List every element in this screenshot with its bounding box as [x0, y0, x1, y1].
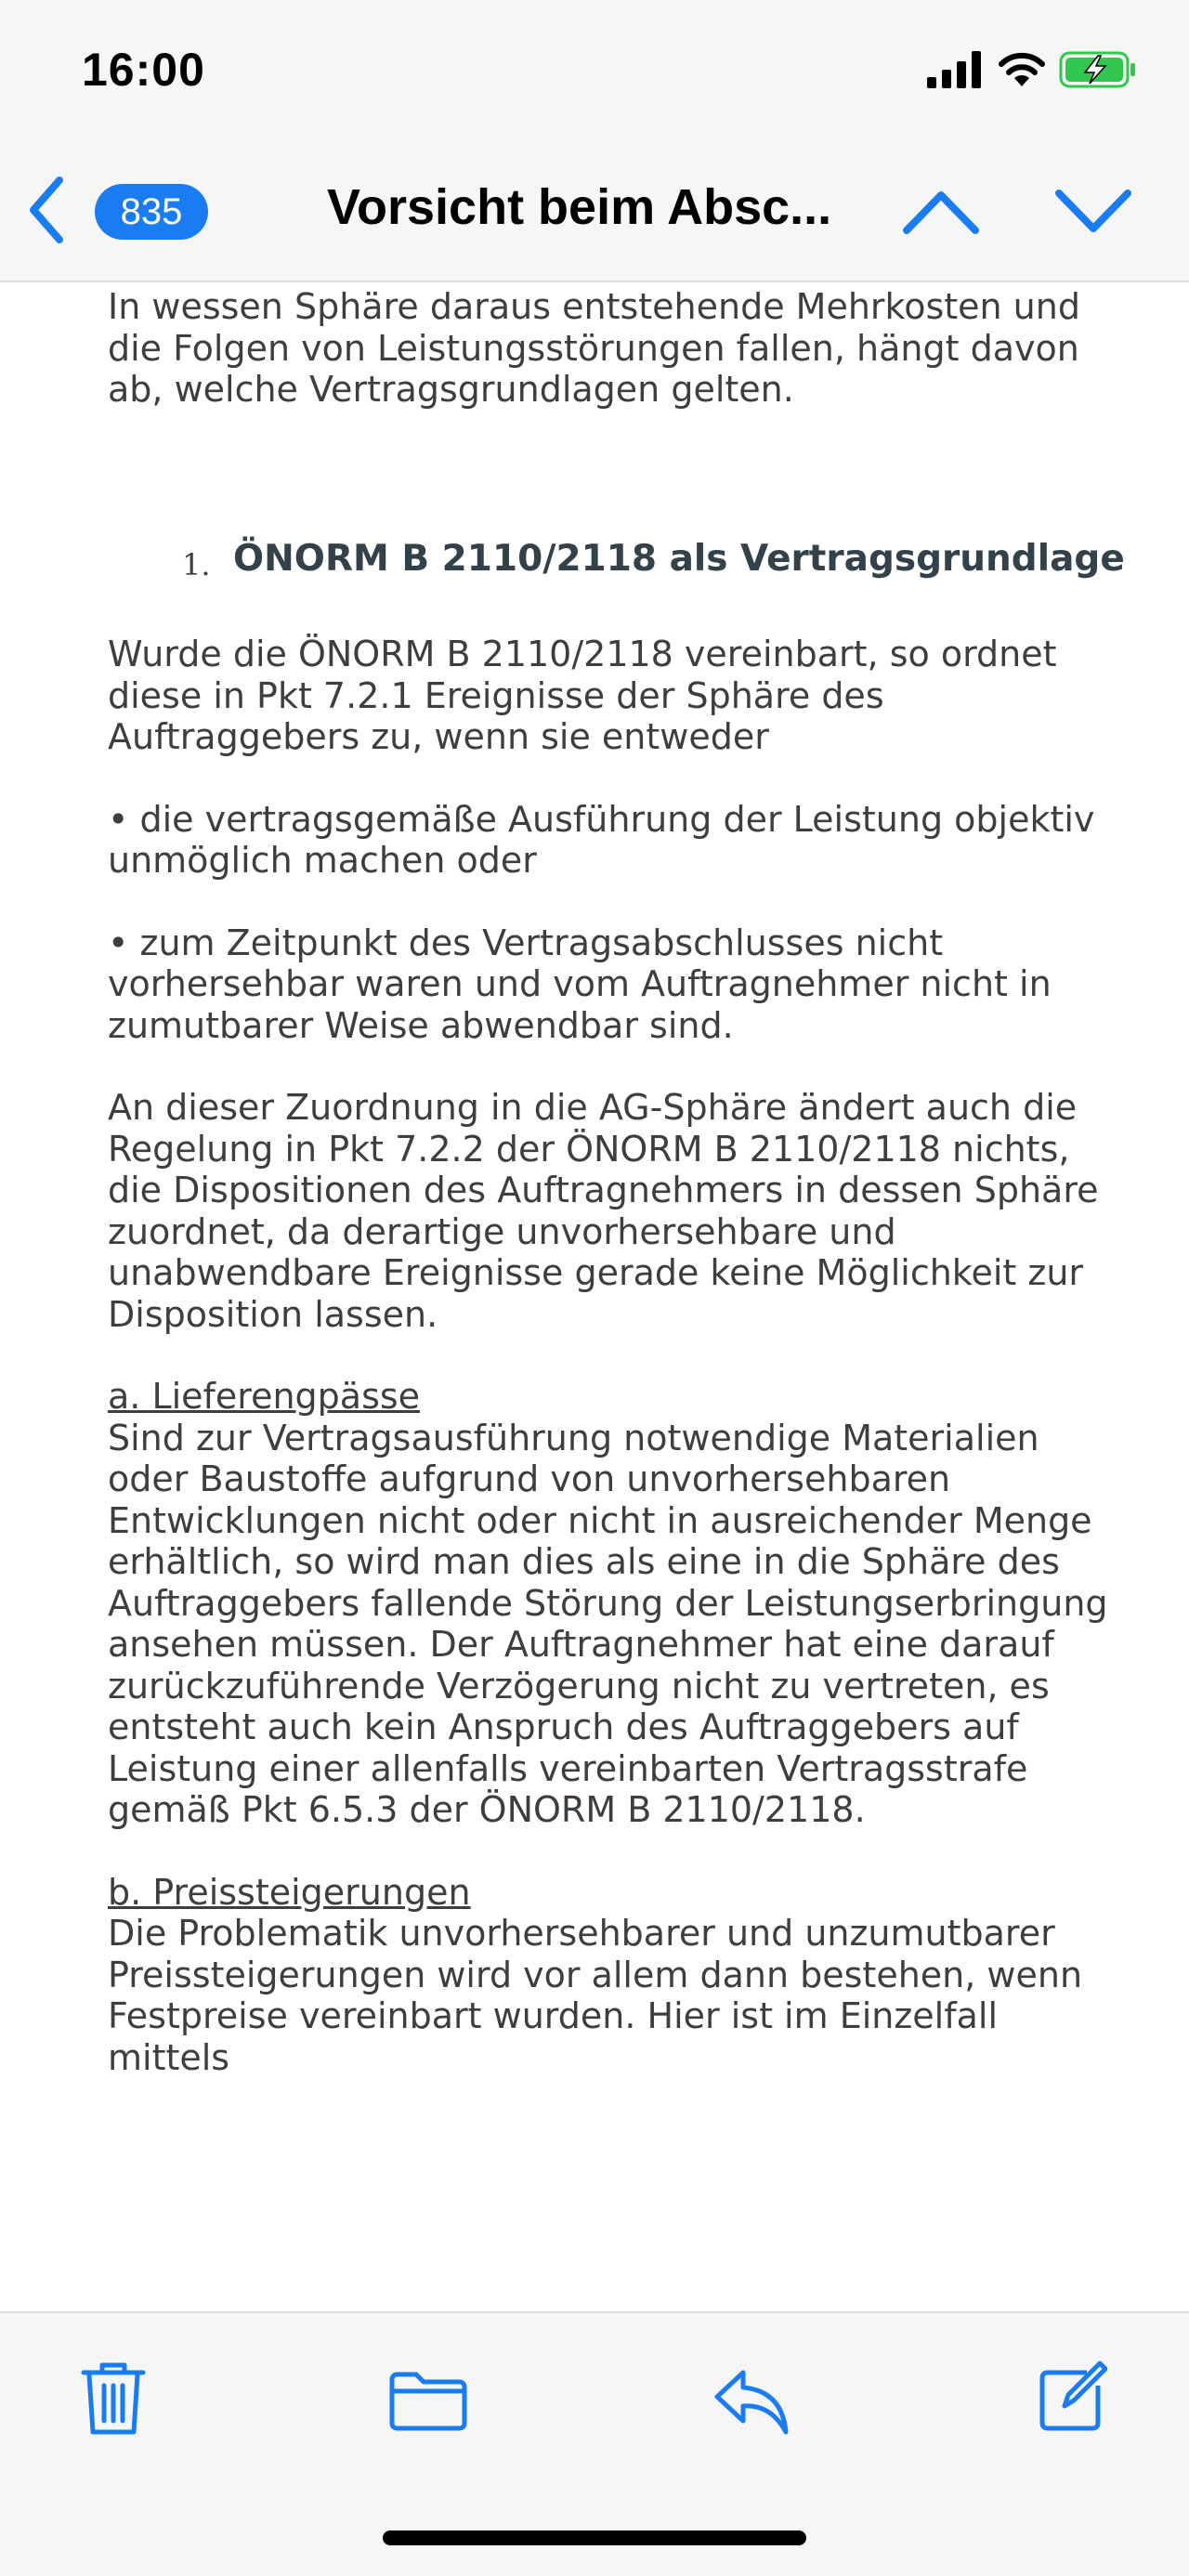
paragraph-intro: In wessen Sphäre daraus entstehende Mehrkosten und die Folgen von Leistungsstörungen fallen, hängt davon ab, welche Vertragsgrundlagen gelten. — [108, 286, 1080, 410]
bullet-item: • zum Zeitpunkt des Vertragsabschlusses nicht vorhersehbar waren und vom Auftragnehmer nicht in zumutbarer Weise abwendbar sind. — [108, 922, 1052, 1046]
list-number: 1. — [182, 546, 211, 582]
chevron-down-icon[interactable] — [1053, 186, 1133, 238]
wifi-icon — [998, 51, 1046, 88]
home-indicator — [383, 2530, 806, 2545]
paragraph-zuordnung: An dieser Zuordnung in die AG-Sphäre ändert auch die Regelung in Pkt 7.2.2 der ÖNORM B 2110/2118 nichts, die Dispositionen des Auftragnehmers in dessen Sphäre zuordnet, da derartige unvorhersehbare und unabwendbare Ereignisse gerade keine Möglichkeit zur Disposition lassen. — [108, 1087, 1099, 1335]
numbered-heading — [182, 539, 1130, 586]
battery-charging-icon — [1059, 50, 1137, 89]
subheading-preissteigerungen: b. Preissteigerungen — [108, 1871, 471, 1913]
status-icons — [927, 50, 1137, 89]
folder-icon[interactable] — [388, 2371, 468, 2432]
email-body[interactable] — [108, 286, 1130, 2311]
trash-icon[interactable] — [80, 2360, 147, 2438]
status-bar — [0, 0, 1189, 139]
chevron-left-icon[interactable] — [26, 175, 67, 245]
compose-icon[interactable] — [1037, 2358, 1107, 2432]
reply-icon[interactable] — [713, 2367, 791, 2438]
subheading-lieferengpaesse: a. Lieferengpässe — [108, 1376, 421, 1417]
signal-icon — [927, 51, 985, 88]
paragraph-oenorm: Wurde die ÖNORM B 2110/2118 vereinbart, so ordnet diese in Pkt 7.2.1 Ereignisse der Sphäre des Auftraggebers zu, wenn sie entweder — [108, 634, 1057, 757]
paragraph-preissteigerungen: Die Problematik unvorhersehbarer und unzumutbarer Preissteigerungen wird vor allem dann bestehen, wenn Festpreise vereinbart wurden. Hier ist im Einzelfall mittels — [108, 1913, 1083, 2078]
section-heading: ÖNORM B 2110/2118 als Vertragsgrundlage — [233, 537, 1125, 580]
chevron-up-icon[interactable] — [901, 186, 981, 238]
unread-count-badge[interactable]: 835 — [95, 184, 208, 240]
email-subject-title: Vorsicht beim Absc... — [327, 179, 832, 235]
nav-bar — [0, 139, 1189, 282]
bullet-item: • die vertragsgemäße Ausführung der Leistung objektiv unmöglich machen oder — [108, 798, 1095, 881]
status-time: 16:00 — [82, 44, 205, 96]
paragraph-lieferengpaesse: Sind zur Vertragsausführung notwendige Materialien oder Baustoffe aufgrund von unvorhersehbaren Entwicklungen nicht oder nicht in ausreichender Menge erhältlich, so wird man dies als eine in die Sphäre des Auftraggebers fallende Störung der Leistungserbringung ansehen müssen. Der Auftragnehmer hat eine darauf zurückzuführende Verzögerung nicht zu vertreten, es entsteht auch kein Anspruch des Auftraggebers auf Leistung einer allenfalls vereinbarten Vertragsstrafe gemäß Pkt 6.5.3 der ÖNORM B 2110/2118. — [108, 1417, 1108, 1830]
